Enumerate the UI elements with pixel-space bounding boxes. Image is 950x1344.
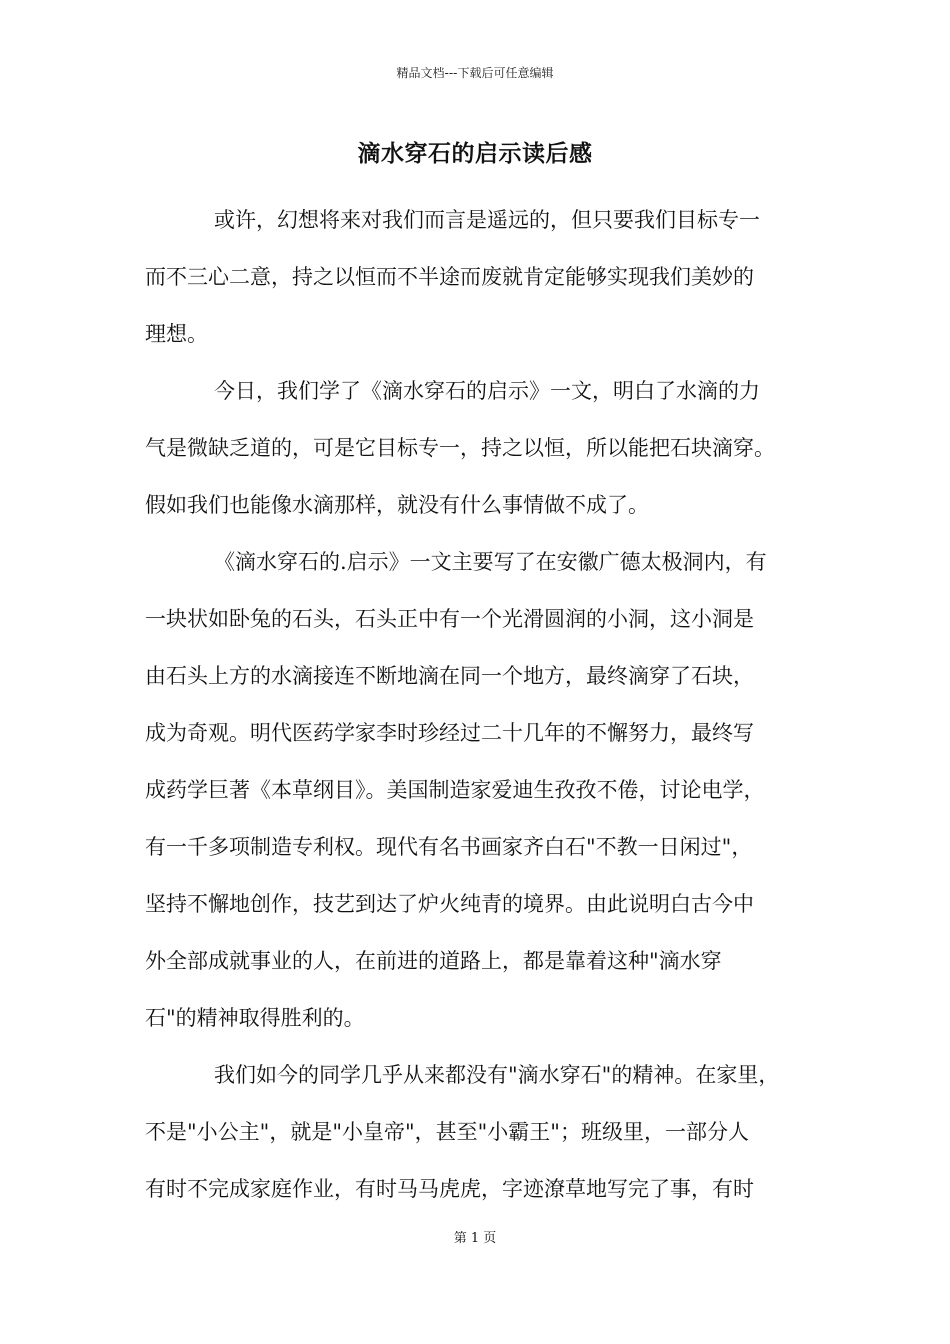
body-line: 有时不完成家庭作业，有时马马虎虎，字迹潦草地写完了事，有时 [145, 1177, 754, 1201]
body-line: 石"的精神取得胜利的。 [145, 1006, 365, 1030]
header-note: 精品文档---下载后可任意编辑 [396, 66, 554, 80]
body-line: 成药学巨著《本草纲目》。美国制造家爱迪生孜孜不倦，讨论电学， [145, 778, 765, 802]
body-line: 成为奇观。明代医药学家李时珍经过二十几年的不懈努力，最终写 [145, 721, 754, 745]
page-number: 第 1 页 [453, 1231, 497, 1246]
body-line: 有一千多项制造专利权。现代有名书画家齐白石"不教一日闲过"， [145, 835, 753, 859]
body-line: 我们如今的同学几乎从来都没有"滴水穿石"的精神。在家里， [214, 1063, 780, 1087]
body-line: 或许，幻想将来对我们而言是遥远的，但只要我们目标专一 [214, 208, 760, 232]
body-line: 不是"小公主"，就是"小皇帝"，甚至"小霸王"；班级里，一部分人 [145, 1120, 749, 1144]
body-line: 气是微缺乏道的，可是它目标专一，持之以恒，所以能把石块滴穿。 [145, 436, 775, 460]
body-line: 理想。 [145, 322, 208, 346]
body-line: 而不三心二意，持之以恒而不半途而废就肯定能够实现我们美妙的 [145, 265, 754, 289]
body-line: 坚持不懈地创作，技艺到达了炉火纯青的境界。由此说明白古今中 [145, 892, 754, 916]
body-line: 外全部成就事业的人，在前进的道路上，都是靠着这种"滴水穿 [145, 949, 722, 973]
body-line: 今日，我们学了《滴水穿石的启示》一文，明白了水滴的力 [214, 379, 760, 403]
body-line: 一块状如卧兔的石头，石头正中有一个光滑圆润的小洞，这小洞是 [145, 607, 754, 631]
body-line: 《滴水穿石的.启示》一文主要写了在安徽广德太极洞内，有 [214, 550, 767, 574]
document-title: 滴水穿石的启示读后感 [357, 140, 593, 167]
body-line: 假如我们也能像水滴那样，就没有什么事情做不成了。 [145, 493, 649, 517]
body-line: 由石头上方的水滴接连不断地滴在同一个地方，最终滴穿了石块， [145, 664, 754, 688]
